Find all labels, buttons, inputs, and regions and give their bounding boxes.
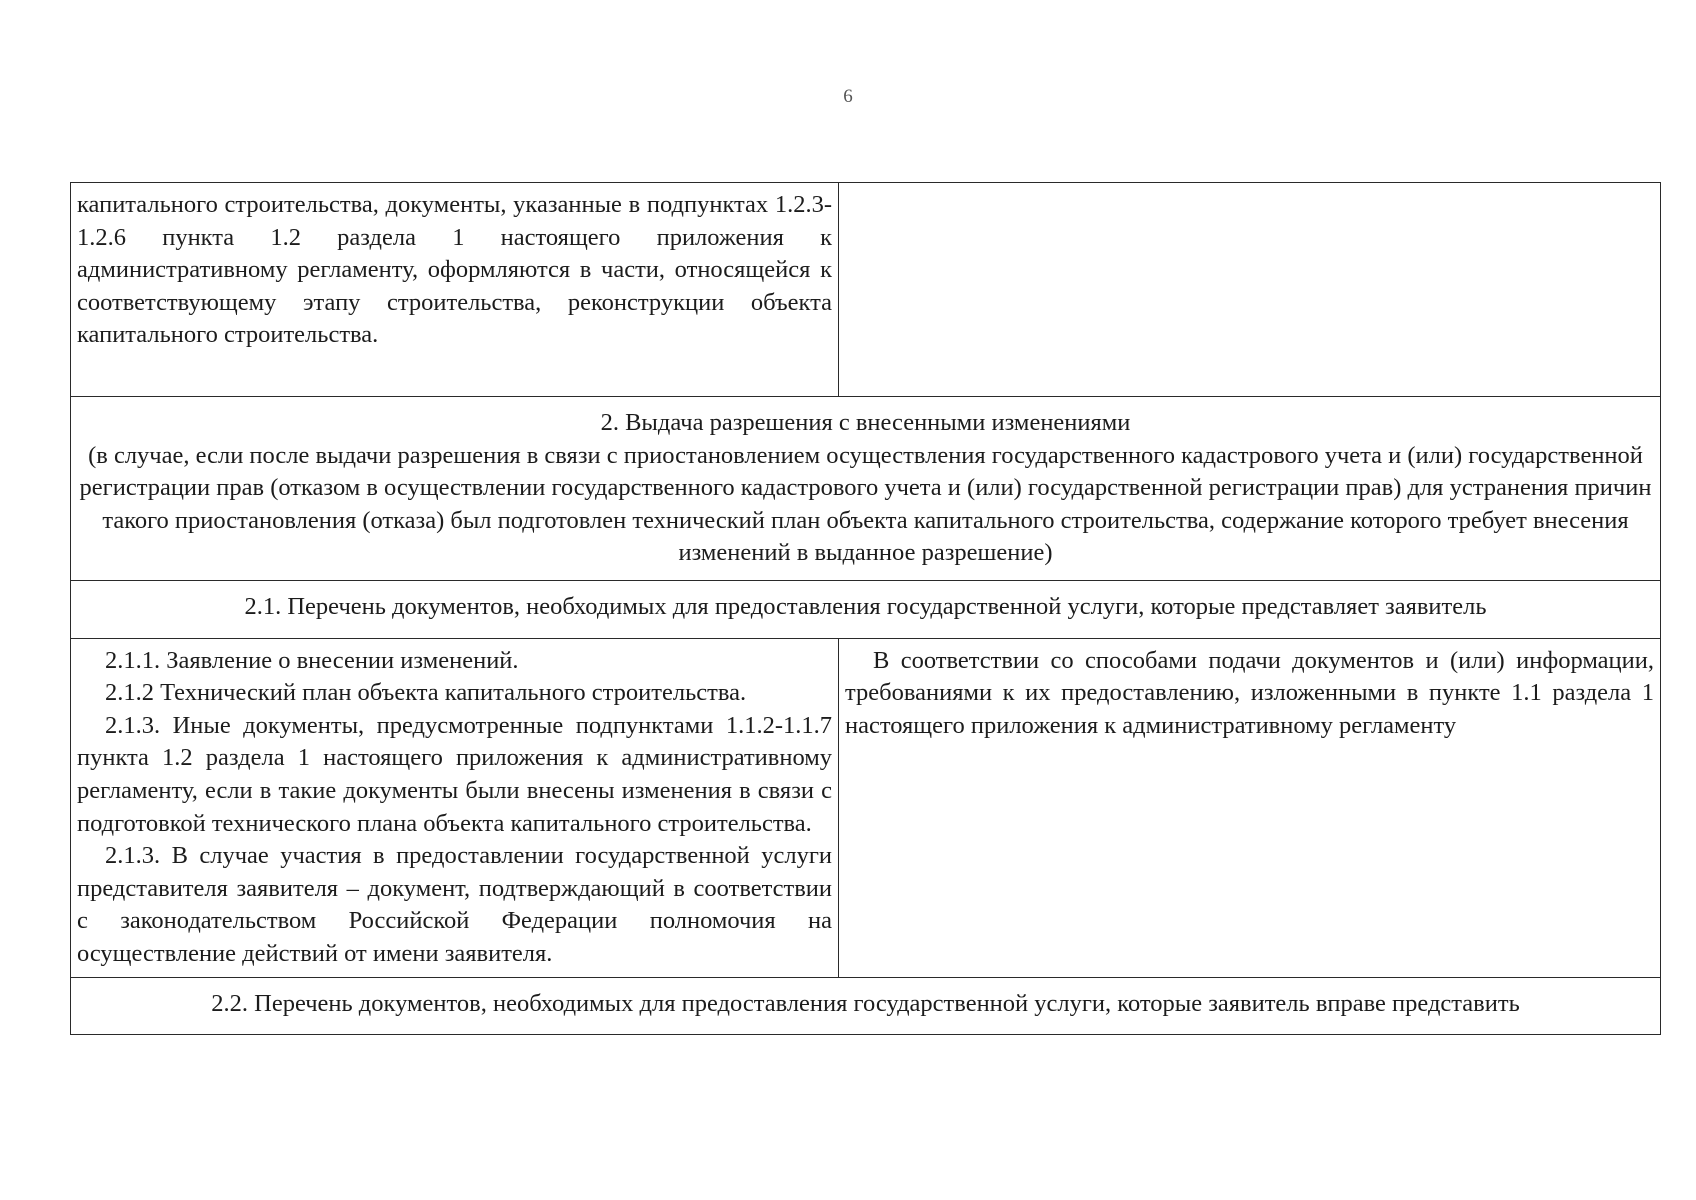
subsection-heading-row — [71, 580, 1661, 638]
section-title: 2. Выдача разрешения с внесенными изменениями — [600, 409, 1131, 436]
subsection-2-2-title: 2.2. Перечень документов, необходимых для предоставления государственной услуги, которые заявитель вправе представить — [71, 977, 1661, 1035]
continuation-left-cell: капитального строительства, документы, указанные в подпунктах 1.2.3-1.2.6 пункта 1.2 раздела 1 настоящего приложения к административному регламенту, оформляются в части, относящейся к соответствующему этапу строительства, реконструкции объекта капитального строительства. — [71, 183, 839, 397]
documents-list-cell — [71, 638, 839, 977]
list-item: 2.1.3. В случае участия в предоставлении государственной услуги представителя заявителя – документ, подтверждающий в соответствии с законодательством Российской Федерации полномочия на осуществление действий от имени заявителя. — [77, 842, 832, 967]
submission-method-text: В соответствии со способами подачи документов и (или) информации, требованиями к их предоставлению, изложенными в пункте 1.1 раздела 1 настоящего приложения к административному регламенту — [845, 646, 1654, 739]
documents-table — [70, 182, 1661, 1035]
subsection-heading-row — [71, 977, 1661, 1035]
list-item: 2.1.1. Заявление о внесении изменений. — [105, 646, 519, 674]
list-item: 2.1.2 Технический план объекта капитального строительства. — [105, 679, 747, 707]
section-heading-row — [71, 397, 1661, 581]
continuation-right-cell — [839, 183, 1661, 397]
section-note: (в случае, если после выдачи разрешения в связи с приостановлением осуществления государственного кадастрового учета и (или) государственной регистрации прав (отказом в осуществлении государственного кадастрового учета и (или) государственной регистрации прав) для устранения причин такого приостановления (отказа) был подготовлен технический план объекта капитального строительства, содержание которого требует внесения изменений в выданное разрешение) — [79, 441, 1652, 567]
section-heading-cell — [71, 397, 1661, 581]
list-item: 2.1.3. Иные документы, предусмотренные подпунктами 1.1.2-1.1.7 пункта 1.2 раздела 1 настоящего приложения к административному регламенту, если в такие документы были внесены изменения в связи с подготовкой технического плана объекта капитального строительства. — [77, 711, 832, 837]
subsection-2-1-title: 2.1. Перечень документов, необходимых для предоставления государственной услуги, которые представляет заявитель — [71, 580, 1661, 638]
submission-method-cell — [839, 638, 1661, 977]
table-row-continuation — [71, 183, 1661, 397]
table-row-documents — [71, 638, 1661, 977]
page-number: 6 — [843, 86, 853, 107]
